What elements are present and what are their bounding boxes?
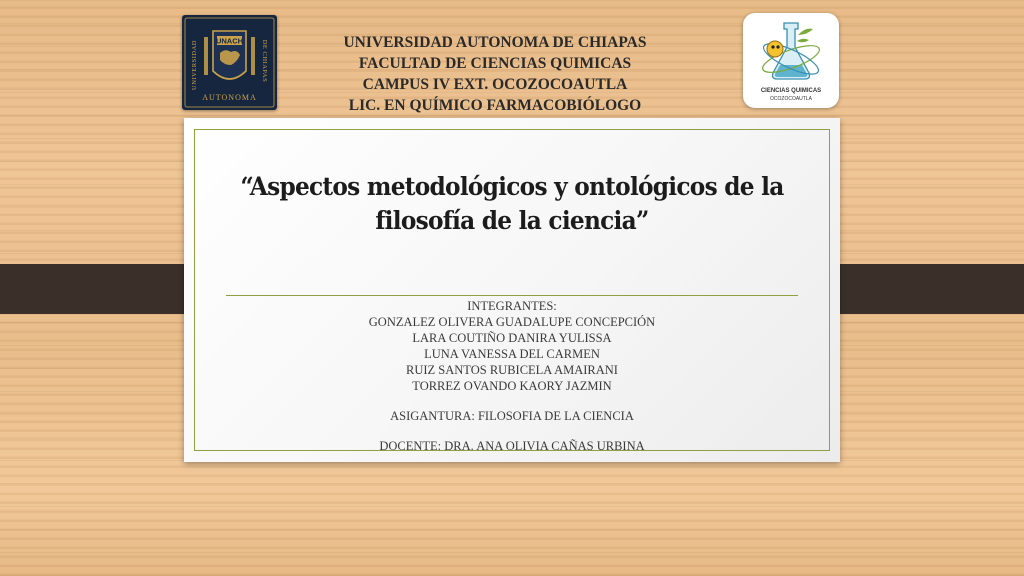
logo-arc-left: UNIVERSIDAD	[191, 40, 198, 90]
member-name: TORREZ OVANDO KAORY JAZMIN	[412, 379, 612, 393]
title-line-1: “Aspectos metodológicos y ontológicos de la	[240, 172, 784, 201]
member-name: LARA COUTIÑO DANIRA YULISSA	[412, 331, 612, 345]
ciencias-quimicas-logo-icon	[743, 13, 839, 108]
header-university: UNIVERSIDAD AUTONOMA DE CHIAPAS	[343, 34, 647, 51]
title-divider	[226, 295, 798, 296]
logo-caption-line1: CIENCIAS QUIMICAS	[760, 88, 822, 94]
institution-header	[290, 32, 700, 116]
ribbon-band-left	[0, 264, 208, 314]
logo-bottom-text: AUTONOMA	[202, 93, 257, 102]
member-name: GONZALEZ OLIVERA GUADALUPE CONCEPCIÓN	[368, 315, 656, 329]
presentation-title	[207, 170, 817, 238]
member-name: LUNA VANESSA DEL CARMEN	[424, 347, 600, 361]
header-campus: CAMPUS IV EXT. OCOZOCOAUTLA	[362, 76, 628, 93]
spacer	[184, 394, 840, 408]
integrantes-label: INTEGRANTES:	[467, 299, 557, 313]
logo-caption-line2: OCOZOCOAUTLA	[770, 96, 812, 102]
unach-acronym: UNACH	[215, 36, 244, 46]
logo-arc-right: DE CHIAPAS	[261, 39, 268, 83]
member-name: RUIZ SANTOS RUBICELA AMAIRANI	[406, 363, 618, 377]
ribbon-band-right	[818, 264, 1024, 314]
title-line-2: filosofía de la ciencia”	[375, 206, 649, 235]
spacer	[184, 424, 840, 438]
header-program: LIC. EN QUÍMICO FARMACOBIÓLOGO	[348, 97, 642, 114]
title-card	[184, 118, 840, 462]
subject-line: ASIGANTURA: FILOSOFIA DE LA CIENCIA	[390, 409, 634, 423]
teacher-line: DOCENTE: DRA. ANA OLIVIA CAÑAS URBINA	[379, 439, 645, 453]
header-faculty: FACULTAD DE CIENCIAS QUIMICAS	[358, 55, 632, 72]
unach-crest-icon	[182, 15, 277, 110]
ciencias-quimicas-logo	[743, 13, 839, 108]
credits-block	[184, 298, 840, 454]
unach-logo	[182, 15, 277, 110]
